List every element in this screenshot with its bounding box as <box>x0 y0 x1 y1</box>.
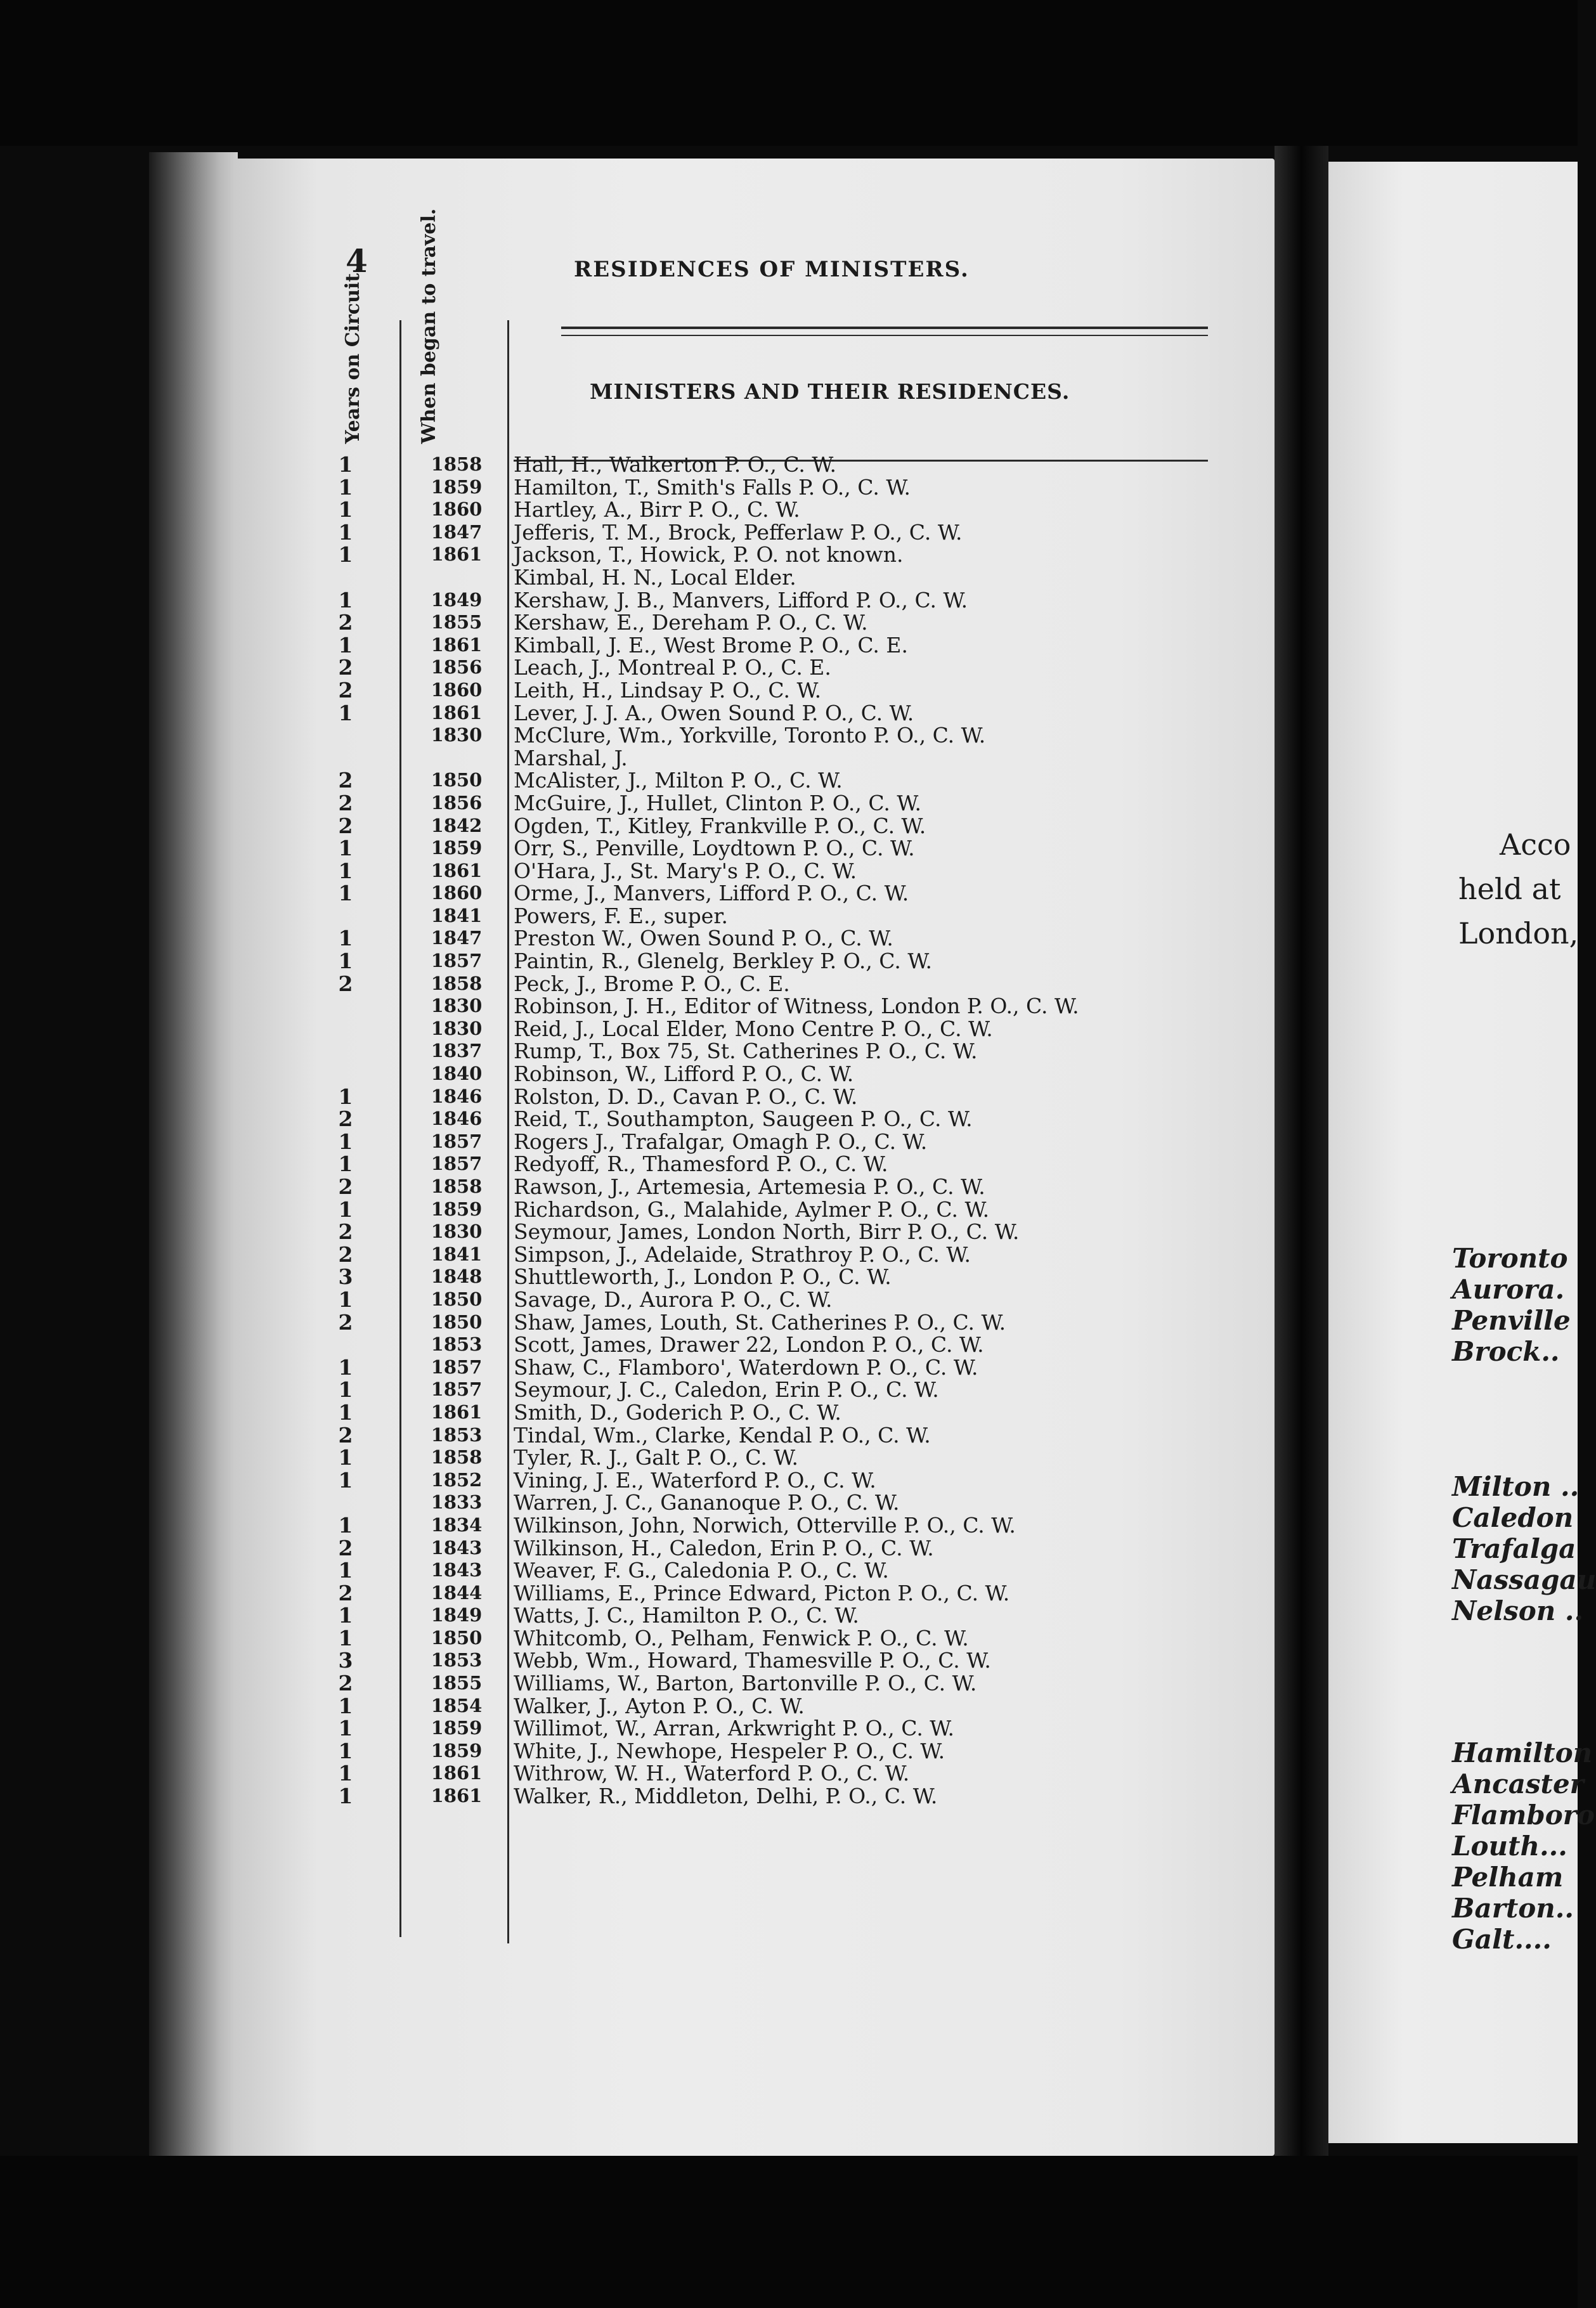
table-row <box>317 1243 1255 1266</box>
began-year-cell: 1846 <box>431 1108 483 1130</box>
began-year-cell: 1830 <box>431 724 483 746</box>
residence-cell: Tindal, Wm., Clarke, Kendal P. O., C. W. <box>514 1422 931 1448</box>
years-on-circuit-cell: 1 <box>338 1512 353 1538</box>
book-gutter <box>1275 146 1328 2162</box>
table-row <box>317 1672 1255 1695</box>
table-row <box>317 837 1255 860</box>
began-year-cell: 1861 <box>431 859 483 881</box>
residence-cell: Orme, J., Manvers, Lifford P. O., C. W. <box>514 881 909 906</box>
years-on-circuit-cell: 1 <box>338 1377 353 1403</box>
residence-cell: Willimot, W., Arran, Arkwright P. O., C. W. <box>514 1716 954 1741</box>
residence-cell: Hamilton, T., Smith's Falls P. O., C. W. <box>514 474 911 500</box>
residence-cell: Jefferis, T. M., Brock, Pefferlaw P. O., C. W. <box>514 519 963 545</box>
years-on-circuit-cell: 2 <box>338 1535 353 1560</box>
residence-cell: Kimball, J. E., West Brome P. O., C. E. <box>514 632 908 658</box>
table-row <box>317 679 1255 702</box>
residence-cell: Powers, F. E., super. <box>514 903 728 928</box>
table-row <box>317 815 1255 838</box>
began-year-cell: 1860 <box>431 882 483 904</box>
years-on-circuit-cell: 1 <box>338 1445 353 1470</box>
began-year-cell: 1857 <box>431 1130 483 1152</box>
years-on-circuit-cell: 1 <box>338 1716 353 1741</box>
years-on-circuit-cell: 1 <box>338 497 353 522</box>
residence-cell: Savage, D., Aurora P. O., C. W. <box>514 1287 833 1312</box>
years-on-circuit-cell: 1 <box>338 1287 353 1312</box>
table-row <box>317 656 1255 679</box>
years-on-circuit-cell: 1 <box>338 1196 353 1222</box>
residence-cell: Rump, T., Box 75, St. Catherines P. O., C. W. <box>514 1039 978 1064</box>
table-row <box>317 611 1255 634</box>
years-on-circuit-cell: 1 <box>338 926 353 951</box>
table-row <box>317 1649 1255 1672</box>
residence-cell: Reid, J., Local Elder, Mono Centre P. O., C. W. <box>514 1016 993 1041</box>
residence-cell: McAlister, J., Milton P. O., C. W. <box>514 768 843 793</box>
years-on-circuit-cell: 2 <box>338 1219 353 1245</box>
began-year-cell: 1857 <box>431 950 483 972</box>
years-on-circuit-cell: 1 <box>338 519 353 545</box>
residence-cell: McGuire, J., Hullet, Clinton P. O., C. W. <box>514 790 922 815</box>
residence-cell: Rolston, D. D., Cavan P. O., C. W. <box>514 1084 858 1109</box>
residence-cell: Seymour, J. C., Caledon, Erin P. O., C. W. <box>514 1377 939 1403</box>
years-on-circuit-cell: 1 <box>338 1625 353 1650</box>
began-year-cell: 1861 <box>431 701 483 723</box>
began-year-cell: 1842 <box>431 814 483 836</box>
table-row <box>317 1176 1255 1198</box>
years-on-circuit-cell: 2 <box>338 677 353 703</box>
began-year-cell: 1840 <box>431 1063 483 1085</box>
years-on-circuit-cell: 1 <box>338 474 353 500</box>
column-header-years: Years on Circuit. <box>342 266 364 444</box>
table-row <box>317 566 1255 589</box>
years-on-circuit-cell: 1 <box>338 1467 353 1493</box>
residence-cell: Wilkinson, John, Norwich, Otterville P. O., C. W. <box>514 1512 1016 1538</box>
header-rule <box>561 327 1208 329</box>
right-list-a: Toronto Aurora. Penville Brock.. <box>1452 1243 1571 1367</box>
began-year-cell: 1855 <box>431 611 483 633</box>
years-on-circuit-cell: 1 <box>338 1354 353 1380</box>
years-on-circuit-cell: 1 <box>338 1399 353 1425</box>
running-head: RESIDENCES OF MINISTERS. <box>574 257 970 282</box>
began-year-cell: 1856 <box>431 656 483 678</box>
right-fragment-2: held at <box>1458 872 1561 906</box>
years-on-circuit-cell: 1 <box>338 1784 353 1809</box>
table-row <box>317 769 1255 792</box>
residence-cell: Watts, J. C., Hamilton P. O., C. W. <box>514 1603 859 1628</box>
residence-cell: Tyler, R. J., Galt P. O., C. W. <box>514 1445 798 1470</box>
residence-cell: White, J., Newhope, Hespeler P. O., C. W. <box>514 1738 945 1763</box>
table-row <box>317 860 1255 883</box>
right-list-b: Milton .. Caledon Trafalga Nassagau Nelson .. <box>1452 1471 1596 1626</box>
table-row <box>317 1424 1255 1447</box>
years-on-circuit-cell: 1 <box>338 542 353 567</box>
began-year-cell: 1859 <box>431 476 483 498</box>
header-rule-thin <box>561 335 1208 336</box>
table-row <box>317 1333 1255 1356</box>
began-year-cell: 1858 <box>431 1446 483 1468</box>
table-row <box>317 543 1255 566</box>
began-year-cell: 1830 <box>431 1221 483 1243</box>
began-year-cell: 1859 <box>431 1717 483 1739</box>
table-row <box>317 882 1255 905</box>
table-row <box>317 927 1255 950</box>
residence-cell: Williams, W., Barton, Bartonville P. O., C. W. <box>514 1671 977 1696</box>
began-year-cell: 1852 <box>431 1468 483 1491</box>
table-row <box>317 1018 1255 1041</box>
began-year-cell: 1853 <box>431 1423 483 1446</box>
began-year-cell: 1861 <box>431 1785 483 1807</box>
column-header-ministers: MINISTERS AND THEIR RESIDENCES. <box>590 379 1070 404</box>
right-list-c: Hamilton Ancaster Flamboro Louth... Pelham Barton.. Galt.... <box>1452 1737 1595 1955</box>
began-year-cell: 1849 <box>431 588 483 611</box>
table-row <box>317 1762 1255 1785</box>
right-fragment-3: London, <box>1458 916 1579 950</box>
table-row <box>317 1266 1255 1288</box>
years-on-circuit-cell: 1 <box>338 700 353 725</box>
residence-cell: Kershaw, E., Dereham P. O., C. W. <box>514 610 868 635</box>
years-on-circuit-cell: 1 <box>338 1738 353 1763</box>
table-row <box>317 1582 1255 1605</box>
began-year-cell: 1850 <box>431 769 483 791</box>
years-on-circuit-cell: 2 <box>338 1671 353 1696</box>
years-on-circuit-cell: 1 <box>338 1151 353 1177</box>
residence-cell: Webb, Wm., Howard, Thamesville P. O., C. W. <box>514 1648 991 1673</box>
years-on-circuit-cell: 2 <box>338 1174 353 1199</box>
began-year-cell: 1837 <box>431 1040 483 1062</box>
began-year-cell: 1834 <box>431 1514 483 1536</box>
film-border-top <box>0 0 1578 146</box>
began-year-cell: 1861 <box>431 1401 483 1423</box>
residence-cell: Shaw, C., Flamboro', Waterdown P. O., C. W. <box>514 1354 978 1380</box>
residence-cell: Walker, R., Middleton, Delhi, P. O., C. W. <box>514 1784 938 1809</box>
table-row <box>317 1040 1255 1063</box>
table-row <box>317 589 1255 612</box>
residence-cell: Orr, S., Penville, Loydtown P. O., C. W. <box>514 836 915 861</box>
years-on-circuit-cell: 1 <box>338 632 353 658</box>
began-year-cell: 1847 <box>431 927 483 949</box>
residence-cell: Leith, H., Lindsay P. O., C. W. <box>514 677 822 703</box>
years-on-circuit-cell: 2 <box>338 1580 353 1605</box>
table-row <box>317 1108 1255 1131</box>
table-row <box>317 702 1255 725</box>
table-row <box>317 476 1255 499</box>
years-on-circuit-cell: 2 <box>338 655 353 680</box>
residence-cell: Hall, H., Walkerton P. O., C. W. <box>514 452 837 477</box>
began-year-cell: 1857 <box>431 1378 483 1401</box>
residence-cell: Peck, J., Brome P. O., C. E. <box>514 971 790 996</box>
residence-cell: Weaver, F. G., Caledonia P. O., C. W. <box>514 1558 889 1583</box>
residence-cell: Warren, J. C., Gananoque P. O., C. W. <box>514 1490 900 1515</box>
began-year-cell: 1858 <box>431 1176 483 1197</box>
began-year-cell: 1853 <box>431 1333 483 1356</box>
table-row <box>317 1153 1255 1176</box>
table-row <box>317 747 1255 770</box>
years-on-circuit-cell: 1 <box>338 858 353 883</box>
table-row <box>317 1446 1255 1469</box>
table-row <box>317 1604 1255 1627</box>
years-on-circuit-cell: 2 <box>338 971 353 996</box>
began-year-cell: 1861 <box>431 543 483 566</box>
table-row <box>317 1740 1255 1763</box>
right-fragment-1: Acco <box>1500 827 1571 862</box>
table-row <box>317 521 1255 544</box>
years-on-circuit-cell: 1 <box>338 1129 353 1154</box>
began-year-cell: 1843 <box>431 1559 483 1581</box>
table-row <box>317 1785 1255 1808</box>
table-row <box>317 1356 1255 1379</box>
years-on-circuit-cell: 2 <box>338 790 353 815</box>
residence-cell: Shaw, James, Louth, St. Catherines P. O., C. W. <box>514 1309 1006 1335</box>
book-spine <box>149 152 238 2156</box>
table-row <box>317 1717 1255 1740</box>
began-year-cell: 1830 <box>431 1017 483 1039</box>
began-year-cell: 1858 <box>431 972 483 994</box>
table-row <box>317 1063 1255 1086</box>
years-on-circuit-cell: 2 <box>338 1106 353 1132</box>
years-on-circuit-cell: 2 <box>338 1242 353 1267</box>
table-row <box>317 453 1255 476</box>
column-header-began: When began to travel. <box>418 208 440 444</box>
table-row <box>317 1311 1255 1334</box>
began-year-cell: 1843 <box>431 1536 483 1559</box>
film-border-bottom <box>0 2156 1578 2308</box>
residence-cell: Redyoff, R., Thamesford P. O., C. W. <box>514 1151 888 1177</box>
began-year-cell: 1859 <box>431 1198 483 1220</box>
table-row <box>317 950 1255 973</box>
years-on-circuit-cell: 2 <box>338 1422 353 1448</box>
table-row <box>317 1559 1255 1582</box>
residence-cell: Rogers J., Trafalgar, Omagh P. O., C. W. <box>514 1129 928 1154</box>
table-row <box>317 1198 1255 1221</box>
table-row <box>317 905 1255 928</box>
began-year-cell: 1848 <box>431 1266 483 1288</box>
residence-cell: Hartley, A., Birr P. O., C. W. <box>514 497 800 522</box>
began-year-cell: 1858 <box>431 453 483 475</box>
residence-cell: Rawson, J., Artemesia, Artemesia P. O., C. W. <box>514 1174 985 1199</box>
years-on-circuit-cell: 1 <box>338 452 353 477</box>
years-on-circuit-cell: 1 <box>338 1558 353 1583</box>
began-year-cell: 1857 <box>431 1356 483 1378</box>
years-on-circuit-cell: 1 <box>338 881 353 906</box>
residence-cell: Withrow, W. H., Waterford P. O., C. W. <box>514 1761 910 1786</box>
residence-cell: Richardson, G., Malahide, Aylmer P. O., C. W. <box>514 1196 990 1222</box>
page-number: 4 <box>346 242 368 280</box>
began-year-cell: 1841 <box>431 904 483 926</box>
began-year-cell: 1857 <box>431 1153 483 1175</box>
residence-cell: McClure, Wm., Yorkville, Toronto P. O., C. W. <box>514 723 986 748</box>
table-row <box>317 634 1255 657</box>
began-year-cell: 1856 <box>431 791 483 814</box>
years-on-circuit-cell: 3 <box>338 1648 353 1673</box>
residence-cell: Lever, J. J. A., Owen Sound P. O., C. W. <box>514 700 914 725</box>
table-row <box>317 1469 1255 1492</box>
table-row <box>317 973 1255 995</box>
residence-cell: Robinson, W., Lifford P. O., C. W. <box>514 1061 854 1087</box>
table-row <box>317 995 1255 1018</box>
residence-cell: Ogden, T., Kitley, Frankville P. O., C. W. <box>514 813 926 838</box>
began-year-cell: 1861 <box>431 633 483 656</box>
residence-cell: Leach, J., Montreal P. O., C. E. <box>514 655 831 680</box>
table-row <box>317 1514 1255 1537</box>
years-on-circuit-cell: 1 <box>338 1084 353 1109</box>
began-year-cell: 1860 <box>431 498 483 521</box>
years-on-circuit-cell: 1 <box>338 1693 353 1718</box>
residence-cell: Williams, E., Prince Edward, Picton P. O., C. W. <box>514 1580 1010 1605</box>
years-on-circuit-cell: 1 <box>338 949 353 974</box>
residence-cell: Robinson, J. H., Editor of Witness, London P. O., C. W. <box>514 994 1079 1019</box>
residence-cell: Scott, James, Drawer 22, London P. O., C. W. <box>514 1332 984 1358</box>
began-year-cell: 1859 <box>431 837 483 859</box>
table-row <box>317 1288 1255 1311</box>
table-row <box>317 1401 1255 1424</box>
began-year-cell: 1860 <box>431 678 483 701</box>
residence-cell: Wilkinson, H., Caledon, Erin P. O., C. W. <box>514 1535 934 1560</box>
began-year-cell: 1854 <box>431 1694 483 1716</box>
began-year-cell: 1855 <box>431 1672 483 1694</box>
began-year-cell: 1846 <box>431 1085 483 1107</box>
began-year-cell: 1850 <box>431 1288 483 1310</box>
years-on-circuit-cell: 1 <box>338 1761 353 1786</box>
table-row <box>317 1537 1255 1560</box>
began-year-cell: 1850 <box>431 1311 483 1333</box>
table-row <box>317 1131 1255 1153</box>
table-row <box>317 724 1255 747</box>
years-on-circuit-cell: 2 <box>338 768 353 793</box>
residence-cell: Kershaw, J. B., Manvers, Lifford P. O., C. W. <box>514 587 968 613</box>
residence-cell: Reid, T., Southampton, Saugeen P. O., C. W. <box>514 1106 973 1132</box>
residence-cell: Shuttleworth, J., London P. O., C. W. <box>514 1264 892 1290</box>
residence-cell: Jackson, T., Howick, P. O. not known. <box>514 542 904 567</box>
residence-cell: Vining, J. E., Waterford P. O., C. W. <box>514 1467 876 1493</box>
began-year-cell: 1847 <box>431 521 483 543</box>
began-year-cell: 1853 <box>431 1649 483 1671</box>
residence-cell: Whitcomb, O., Pelham, Fenwick P. O., C. W. <box>514 1625 969 1650</box>
years-on-circuit-cell: 2 <box>338 610 353 635</box>
residence-cell: Walker, J., Ayton P. O., C. W. <box>514 1693 805 1718</box>
began-year-cell: 1830 <box>431 995 483 1017</box>
table-row <box>317 1627 1255 1650</box>
years-on-circuit-cell: 2 <box>338 813 353 838</box>
table-row <box>317 498 1255 521</box>
residence-cell: Marshal, J. <box>514 745 628 770</box>
table-row <box>317 1378 1255 1401</box>
began-year-cell: 1850 <box>431 1626 483 1649</box>
table-row <box>317 792 1255 815</box>
table-row <box>317 1086 1255 1108</box>
years-on-circuit-cell: 1 <box>338 1603 353 1628</box>
residence-cell: Smith, D., Goderich P. O., C. W. <box>514 1399 841 1425</box>
years-on-circuit-cell: 3 <box>338 1264 353 1290</box>
table-row <box>317 1221 1255 1243</box>
ministers-table <box>317 453 1255 1808</box>
began-year-cell: 1861 <box>431 1762 483 1784</box>
residence-cell: O'Hara, J., St. Mary's P. O., C. W. <box>514 858 857 883</box>
began-year-cell: 1841 <box>431 1243 483 1265</box>
residence-cell: Paintin, R., Glenelg, Berkley P. O., C. W. <box>514 949 932 974</box>
began-year-cell: 1849 <box>431 1604 483 1626</box>
began-year-cell: 1859 <box>431 1739 483 1761</box>
began-year-cell: 1833 <box>431 1491 483 1514</box>
residence-cell: Kimbal, H. N., Local Elder. <box>514 564 796 590</box>
residence-cell: Preston W., Owen Sound P. O., C. W. <box>514 926 893 951</box>
began-year-cell: 1844 <box>431 1581 483 1604</box>
table-row <box>317 1491 1255 1514</box>
table-row <box>317 1695 1255 1718</box>
years-on-circuit-cell: 2 <box>338 1309 353 1335</box>
years-on-circuit-cell: 1 <box>338 587 353 613</box>
years-on-circuit-cell: 1 <box>338 836 353 861</box>
residence-cell: Simpson, J., Adelaide, Strathroy P. O., C. W. <box>514 1242 971 1267</box>
residence-cell: Seymour, James, London North, Birr P. O., C. W. <box>514 1219 1020 1245</box>
